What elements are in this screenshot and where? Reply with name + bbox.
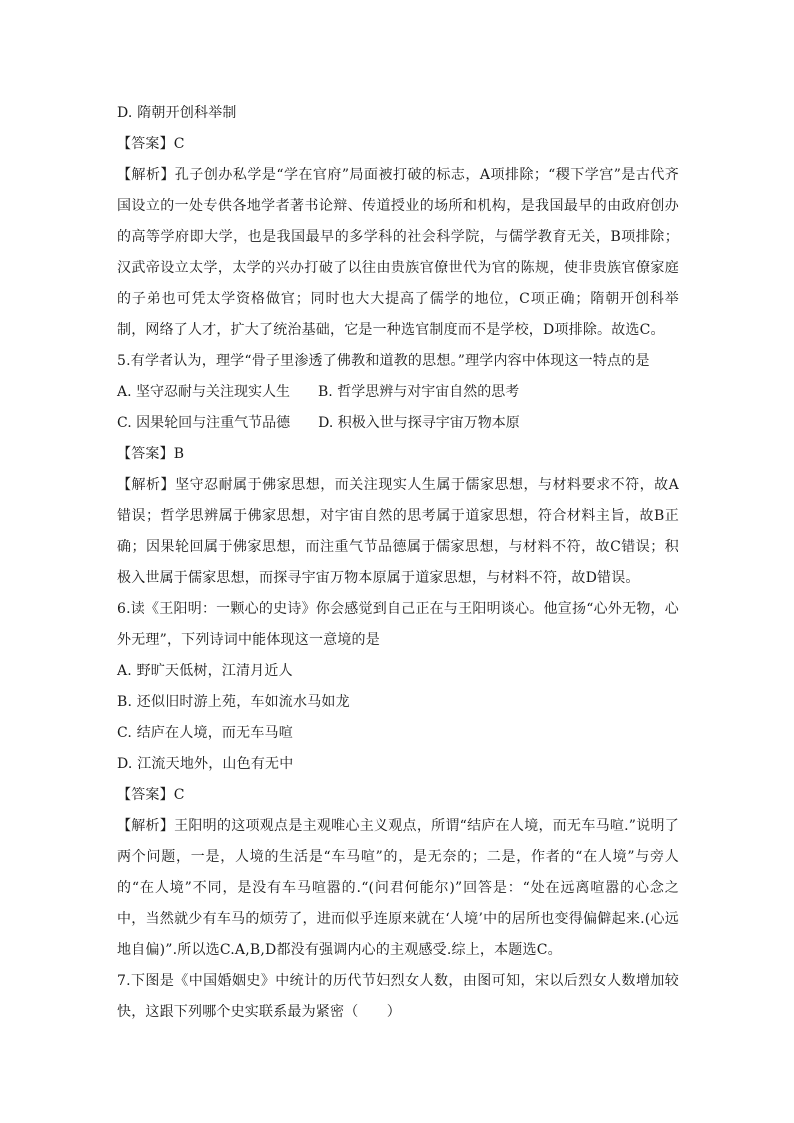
- q6-option-a: A. 野旷天低树，江清月近人: [117, 663, 293, 679]
- q4-analysis: 【解析】孔子创办私学是“学在官府”局面被打破的标志，A项排除；“稷下学宫”是古代齐国设立的一处专供各地学者著书论辩、传道授业的场所和机构，是我国最早的由政府创办的高等学府即大学，也是我国最早的多学科的社会科学院，与儒学教育无关，B项排除；汉武帝设立太学，太学的兴办打破了以往由贵族官僚世代为官的陈规，使非贵族官僚家庭的子弟也可凭太学资格做官；同时也大大提高了儒学的地位，C项正确；隋朝开创科举制，网络了人才，扩大了统治基础，它是一种选官制度而不是学校，D项排除。故选C。: [117, 167, 679, 338]
- q6-analysis: 【解析】王阳明的这项观点是主观唯心主义观点，所谓“结庐在人境，而无车马喧.”说明了两个问题，一是，人境的生活是“车马喧”的，是无奈的；二是，作者的“在人境”与旁人的“在人境”不同，是没有车马喧嚣的.“(问君何能尔)”回答是：“处在远离喧嚣的心念之中，当然就少有车马的烦劳了，进而似乎连原来就在‘人境’中的居所也变得偏僻起来.(心远地自偏)”.所以选C.A,B,D都没有强调内心的主观感受.综上，本题选C。: [117, 818, 679, 958]
- q5-stem: 5.有学者认为，理学“骨子里渗透了佛教和道教的思想。”理学内容中体现这一特点的是: [117, 353, 650, 369]
- q6-option-d: D. 江流天地外，山色有无中: [117, 756, 294, 772]
- q6-answer: 【答案】C: [117, 787, 185, 803]
- q7-stem: 7.下图是《中国婚姻史》中统计的历代节妇烈女人数，由图可知，宋以后烈女人数增加较快，这跟下列哪个史实联系最为紧密（ ）: [117, 973, 679, 1020]
- q5-option-c: C. 因果轮回与注重气节品德: [117, 415, 291, 431]
- q5-option-b: B. 哲学思辨与对宇宙自然的思考: [318, 384, 520, 400]
- q6-option-c: C. 结庐在人境，而无车马喧: [117, 725, 293, 741]
- q5-options-row-2: [117, 408, 679, 439]
- q6-option-b: B. 还似旧时游上苑，车如流水马如龙: [117, 694, 350, 710]
- q4-answer: 【答案】C: [117, 136, 185, 152]
- q4-option-d: D. 隋朝开创科举制: [117, 105, 237, 121]
- q5-options-row-1: [117, 377, 679, 408]
- q5-option-a: A. 坚守忍耐与关注现实人生: [117, 384, 291, 400]
- q6-stem: 6.读《王阳明：一颗心的史诗》你会感觉到自己正在与王阳明谈心。他宣扬“心外无物，心外无理”，下列诗词中能体现这一意境的是: [117, 601, 679, 648]
- q5-option-d: D. 积极入世与探寻宇宙万物本原: [318, 415, 520, 431]
- q5-answer: 【答案】B: [117, 446, 185, 462]
- document-page: [117, 98, 679, 1028]
- q5-analysis: 【解析】坚守忍耐属于佛家思想，而关注现实人生属于儒家思想，与材料要求不符，故A错误；哲学思辨属于佛家思想，对宇宙自然的思考属于道家思想，符合材料主旨，故B正确；因果轮回属于佛家思想，而注重气节品德属于儒家思想，与材料不符，故C错误；积极入世属于儒家思想，而探寻宇宙万物本原属于道家思想，与材料不符，故D错误。: [117, 477, 679, 586]
